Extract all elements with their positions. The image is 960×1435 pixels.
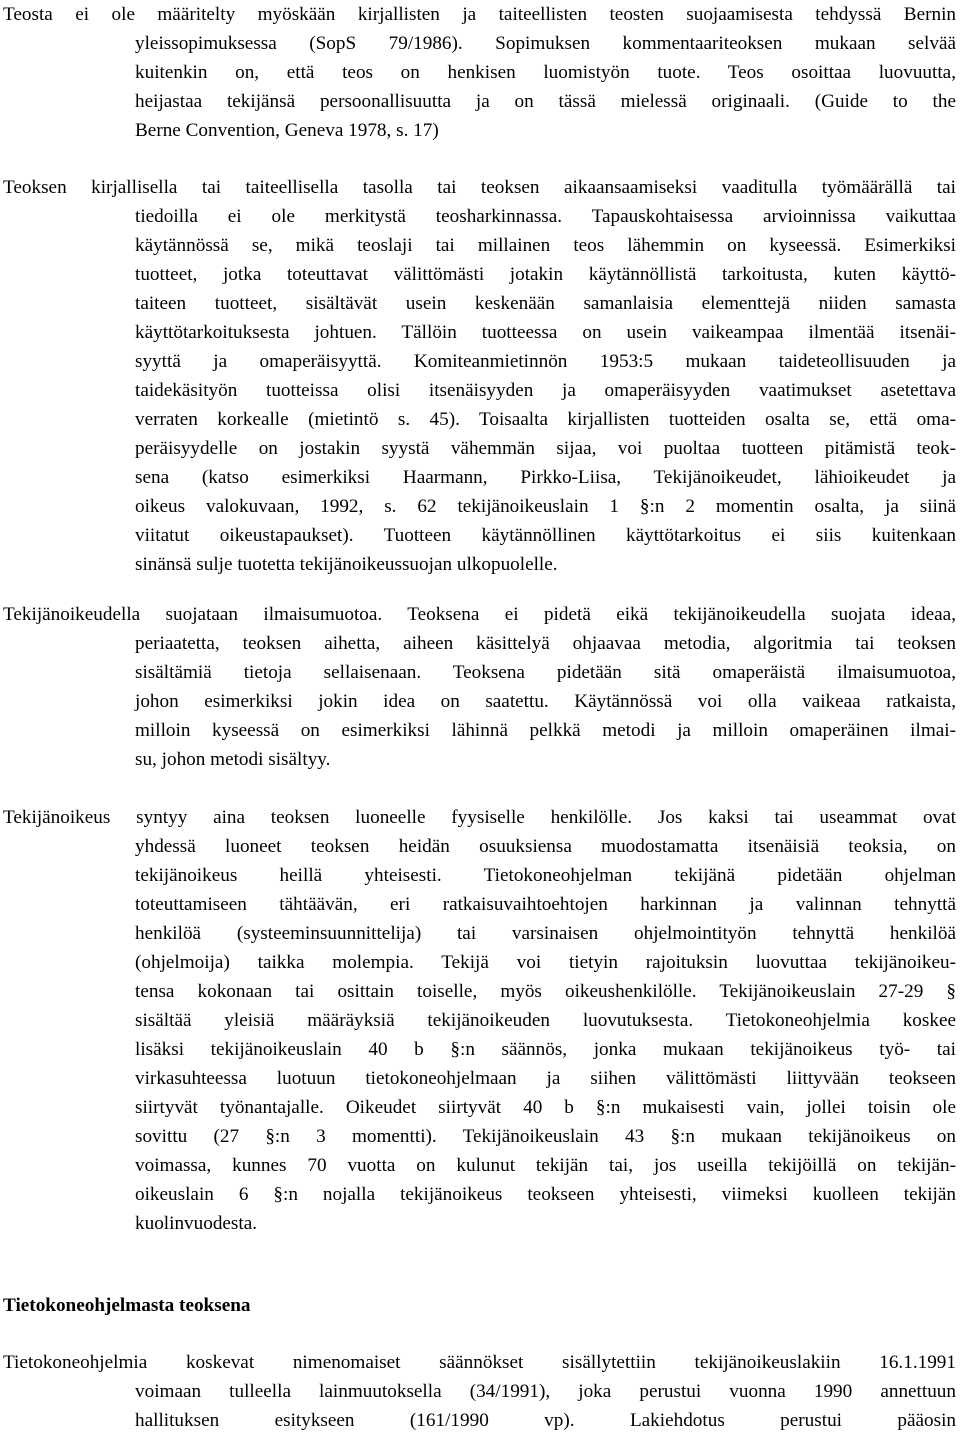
section-heading: Tietokoneohjelmasta teoksena	[3, 1295, 251, 1316]
paragraph-line: periaatetta, teoksen aihetta, aiheen käsittelyä ohjaavaa metodia, algoritmia tai teoksen	[135, 633, 956, 654]
paragraph-line: taiteen tuotteet, sisältävät usein keskenään samanlaisia elementtejä niiden samasta	[135, 293, 956, 314]
paragraph-line: sisältää yleisiä määräyksiä tekijänoikeuden luovutuksesta. Tietokoneohjelmia koskee	[135, 1010, 956, 1031]
paragraph-line: voimaan tulleella lainmuutoksella (34/1991), joka perustui vuonna 1990 annettuun	[135, 1381, 956, 1402]
paragraph-line: (ohjelmoija) taikka molempia. Tekijä voi tietyin rajoituksin luovuttaa tekijänoikeu-	[135, 952, 956, 973]
paragraph-line: käyttötarkoituksesta johtuen. Tällöin tuotteessa on usein vaikeampaa ilmentää itsenäi-	[135, 322, 956, 343]
paragraph-line: sena (katso esimerkiksi Haarmann, Pirkko-Liisa, Tekijänoikeudet, lähioikeudet ja	[135, 467, 956, 488]
paragraph-line: hallituksen esitykseen (161/1990 vp). Lakiehdotus perustui pääosin	[135, 1410, 956, 1431]
paragraph-line: su, johon metodi sisältyy.	[135, 749, 331, 770]
paragraph-line: virkasuhteessa luotuun tietokoneohjelmaan ja siihen välittömästi liittyvään teokseen	[135, 1068, 956, 1089]
paragraph-line: verraten korkealle (mietintö s. 45). Toisaalta kirjallisten tuotteiden osalta se, että oma-	[135, 409, 956, 430]
paragraph-line: taidekäsityön tuotteissa olisi itsenäisyyden ja omaperäisyyden vaatimukset asetettava	[135, 380, 956, 401]
paragraph-line: toteuttamiseen tähtäävän, eri ratkaisuvaihtoehtojen harkinnan ja valinnan tehnyttä	[135, 894, 956, 915]
paragraph-line: heijastaa tekijänsä persoonallisuutta ja on tässä mielessä originaali. (Guide to the	[135, 91, 956, 112]
paragraph-line: oikeus valokuvaan, 1992, s. 62 tekijänoikeuslain 1 §:n 2 momentin osalta, ja siinä	[135, 496, 956, 517]
paragraph-line: voimassa, kunnes 70 vuotta on kulunut tekijän tai, jos useilla tekijöillä on tekijän-	[135, 1155, 956, 1176]
paragraph-line: milloin kyseessä on esimerkiksi lähinnä pelkkä metodi ja milloin omaperäinen ilmai-	[135, 720, 956, 741]
paragraph-line: Teosta ei ole määritelty myöskään kirjallisten ja taiteellisten teosten suojaamisesta tehdyssä Bernin	[3, 4, 956, 25]
paragraph-line: lisäksi tekijänoikeuslain 40 b §:n säännös, jonka mukaan tekijänoikeus työ- tai	[135, 1039, 956, 1060]
paragraph-line: käytännössä se, mikä teoslaji tai millainen teos lähemmin on kyseessä. Esimerkiksi	[135, 235, 956, 256]
paragraph-line: viitatut oikeustapaukset). Tuotteen käytännöllinen käyttötarkoitus ei siis kuitenkaan	[135, 525, 956, 546]
paragraph-line: Tekijänoikeudella suojataan ilmaisumuotoa. Teoksena ei pidetä eikä tekijänoikeudella suojata ideaa,	[3, 604, 956, 625]
paragraph-line: Berne Convention, Geneva 1978, s. 17)	[135, 120, 439, 141]
paragraph-line: tekijänoikeus heillä yhteisesti. Tietokoneohjelman tekijänä pidetään ohjelman	[135, 865, 956, 886]
paragraph-line: yhdessä luoneet teoksen heidän osuuksiensa muodostamatta itsenäisiä teoksia, on	[135, 836, 956, 857]
paragraph-line: oikeuslain 6 §:n nojalla tekijänoikeus teokseen yhteisesti, viimeksi kuolleen tekijän	[135, 1184, 956, 1205]
paragraph-line: Teoksen kirjallisella tai taiteellisella tasolla tai teoksen aikaansaamiseksi vaaditulla työmäärällä tai	[3, 177, 956, 198]
paragraph-line: kuitenkin on, että teos on henkisen luomistyön tuote. Teos osoittaa luovuutta,	[135, 62, 956, 83]
paragraph-line: Tekijänoikeus syntyy aina teoksen luoneelle fyysiselle henkilölle. Jos kaksi tai useammat ovat	[3, 807, 956, 828]
paragraph-line: henkilöä (systeeminsuunnittelija) tai varsinaisen ohjelmointityön tehnyttä henkilöä	[135, 923, 956, 944]
paragraph-line: tiedoilla ei ole merkitystä teosharkinnassa. Tapauskohtaisessa arvioinnissa vaikuttaa	[135, 206, 956, 227]
paragraph-line: syyttä ja omaperäisyyttä. Komiteanmietinnön 1953:5 mukaan taideteollisuuden ja	[135, 351, 956, 372]
paragraph-line: sisältämiä tietoja sellaisenaan. Teoksena pidetään sitä omaperäistä ilmaisumuotoa,	[135, 662, 956, 683]
paragraph-line: siirtyvät työnantajalle. Oikeudet siirtyvät 40 b §:n mukaisesti vain, jollei toisin ole	[135, 1097, 956, 1118]
paragraph-line: tensa kokonaan tai osittain toiselle, myös oikeushenkilölle. Tekijänoikeuslain 27-29 §	[135, 981, 956, 1002]
paragraph-line: Tietokoneohjelmia koskevat nimenomaiset säännökset sisällytettiin tekijänoikeuslakiin 16.1.1991	[3, 1352, 956, 1373]
paragraph-line: sinänsä sulje tuotetta tekijänoikeussuojan ulkopuolelle.	[135, 554, 558, 575]
paragraph-line: yleissopimuksessa (SopS 79/1986). Sopimuksen kommentaariteoksen mukaan selvää	[135, 33, 956, 54]
paragraph-line: sovittu (27 §:n 3 momentti). Tekijänoikeuslain 43 §:n mukaan tekijänoikeus on	[135, 1126, 956, 1147]
paragraph-line: johon esimerkiksi jokin idea on saatettu. Käytännössä voi olla vaikeaa ratkaista,	[135, 691, 956, 712]
paragraph-line: tuotteet, jotka toteuttavat välittömästi jotakin käytännöllistä tarkoitusta, kuten käyttö-	[135, 264, 956, 285]
paragraph-line: kuolinvuodesta.	[135, 1213, 258, 1234]
paragraph-line: peräisyydelle on jostakin syystä vähemmän sijaa, voi puoltaa tuotteen pitämistä teok-	[135, 438, 956, 459]
